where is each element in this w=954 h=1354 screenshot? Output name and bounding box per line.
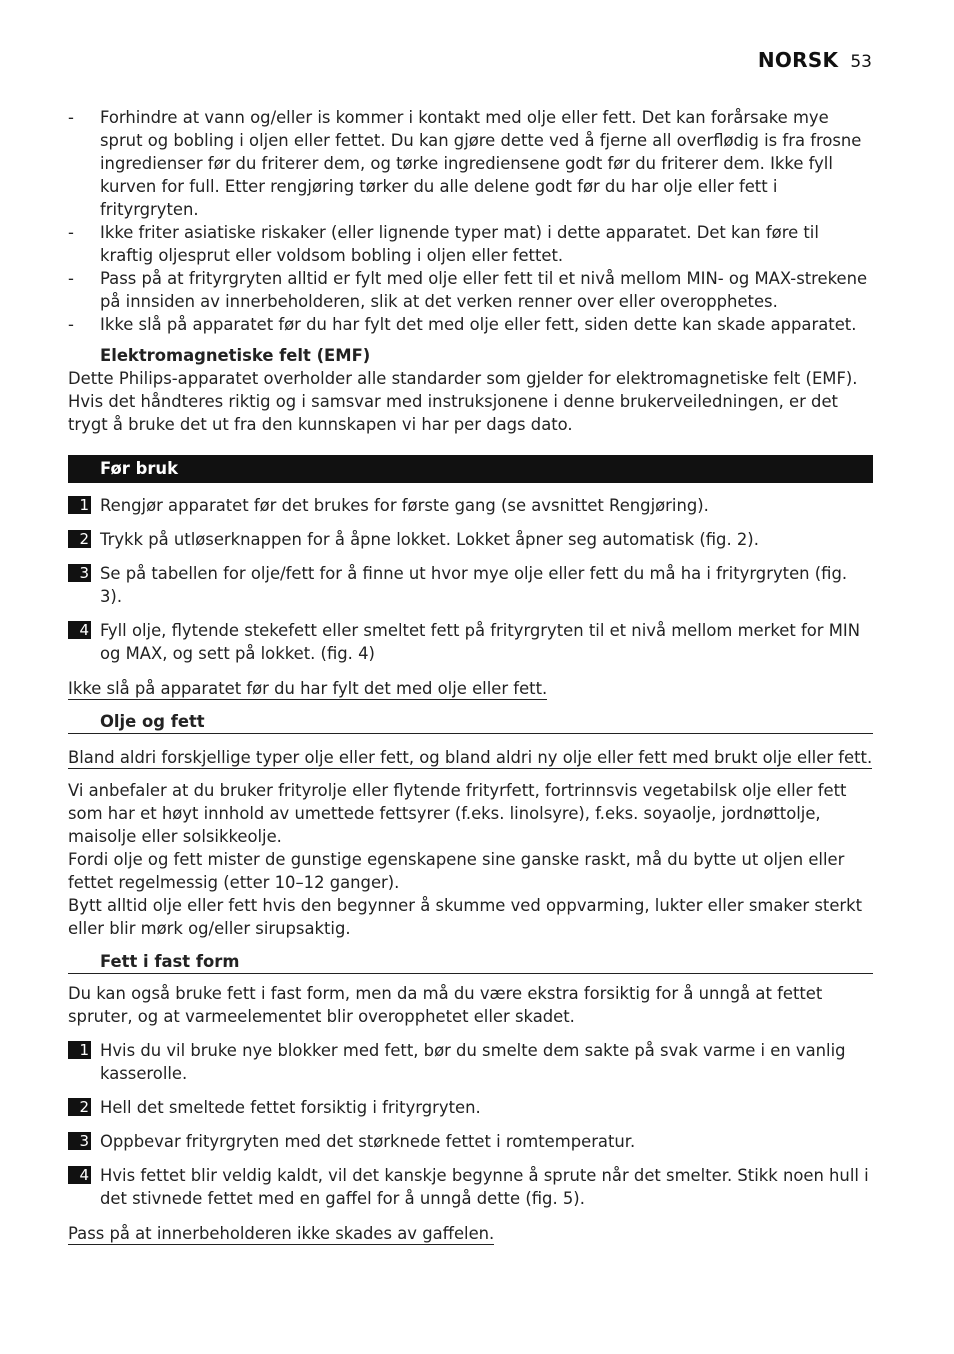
step-number: 2 (68, 1098, 91, 1116)
step-number: 4 (68, 621, 91, 639)
page-header (758, 48, 872, 72)
step-item: 4 Hvis fettet blir veldig kaldt, vil det kanskje begynne å sprute når det smelter. Stikk noen hull i det stivnede fettet med en gaffel for å unngå dette (fig. 5). (68, 1164, 873, 1210)
step-number: 3 (68, 1132, 91, 1150)
before-use-steps (68, 494, 873, 665)
step-item: 2 Trykk på utløserknappen for å åpne lokket. Lokket åpner seg automatisk (fig. 2). (68, 528, 873, 551)
solid-fat-heading: Fett i fast form (68, 950, 873, 974)
step-item: 1 Rengjør apparatet før det brukes for første gang (se avsnittet Rengjøring). (68, 494, 873, 517)
warning-note: Ikke slå på apparatet før du har fylt det med olje eller fett. (68, 679, 548, 698)
bullet-item: - Pass på at frityrgryten alltid er fylt med olje eller fett til et nivå mellom MIN- og MAX-strekene på innsiden av innerbeholderen, slik at det verken renner over eller overopphetes. (68, 269, 868, 311)
safety-bullet-list (68, 106, 873, 336)
oil-paragraphs (68, 779, 873, 940)
step-number: 1 (68, 496, 91, 514)
step-number: 3 (68, 564, 91, 582)
step-number: 2 (68, 530, 91, 548)
warning-note: Bland aldri forskjellige typer olje eller fett, og bland aldri ny olje eller fett med brukt olje eller fett. (68, 748, 873, 767)
bullet-item: - Ikke slå på apparatet før du har fylt det med olje eller fett, siden dette kan skade apparatet. (68, 315, 857, 334)
oil-heading: Olje og fett (68, 710, 873, 734)
page-number: 53 (850, 52, 872, 72)
step-number: 4 (68, 1166, 91, 1184)
bullet-item: - Ikke friter asiatiske riskaker (eller lignende typer mat) i dette apparatet. Det kan føre til kraftig oljesprut eller voldsom bobling i oljen eller fettet. (68, 223, 819, 265)
step-item: 3 Se på tabellen for olje/fett for å finne ut hvor mye olje eller fett du må ha i frityrgryten (fig. 3). (68, 562, 873, 608)
solid-fat-intro: Du kan også bruke fett i fast form, men da må du være ekstra forsiktig for å unngå at fettet spruter, og at varmeelementet blir overopphetet eller skadet. (68, 984, 823, 1026)
paragraph: Vi anbefaler at du bruker frityrolje eller flytende frityrfett, fortrinnsvis vegetabilsk olje eller fett som har et høyt innhold av umettede fettsyrer (f.eks. linolsyre), f.eks. soyaolje, jordnøttolje, maisolje eller solsikkeolje. (68, 781, 847, 846)
warning-note: Pass på at innerbeholderen ikke skades av gaffelen. (68, 1224, 495, 1243)
paragraph: Bytt alltid olje eller fett hvis den begynner å skumme ved oppvarming, lukter eller smaker sterkt eller blir mørk og/eller sirupsaktig. (68, 896, 863, 938)
paragraph: Fordi olje og fett mister de gunstige egenskapene sine ganske raskt, må du bytte ut oljen eller fettet regelmessig (etter 10–12 ganger). (68, 850, 845, 892)
emf-paragraph: Dette Philips-apparatet overholder alle standarder som gjelder for elektromagnetiske felt (EMF). Hvis det håndteres riktig og i samsvar med instruksjonene i denne brukerveiledningen, er det trygt å bruke det ut fra den kunnskapen vi har per dags dato. (68, 369, 858, 434)
solid-fat-steps (68, 1039, 873, 1210)
section-title-bar: Før bruk (68, 455, 873, 483)
page-content (68, 106, 873, 1245)
step-number: 1 (68, 1041, 91, 1059)
language-label: NORSK (757, 48, 839, 72)
step-item: 1 Hvis du vil bruke nye blokker med fett, bør du smelte dem sakte på svak varme i en vanlig kasserolle. (68, 1039, 873, 1085)
bullet-item: - Forhindre at vann og/eller is kommer i kontakt med olje eller fett. Det kan forårsake mye sprut og bobling i oljen eller fettet. Du kan gjøre dette ved å fjerne all overflødig is fra frosne ingredienser før du friterer dem, og tørke ingrediensene godt før du friterer dem. Ikke fyll kurven for full. Etter rengjøring tørker du alle delene godt før du har olje eller fett i frityrgryten. (68, 108, 862, 219)
emf-heading: Elektromagnetiske felt (EMF) (100, 346, 371, 365)
step-item: 3 Oppbevar frityrgryten med det størknede fettet i romtemperatur. (68, 1130, 873, 1153)
step-item: 2 Hell det smeltede fettet forsiktig i frityrgryten. (68, 1096, 873, 1119)
step-item: 4 Fyll olje, flytende stekefett eller smeltet fett på frityrgryten til et nivå mellom merket for MIN og MAX, og sett på lokket. (fig. 4) (68, 619, 873, 665)
